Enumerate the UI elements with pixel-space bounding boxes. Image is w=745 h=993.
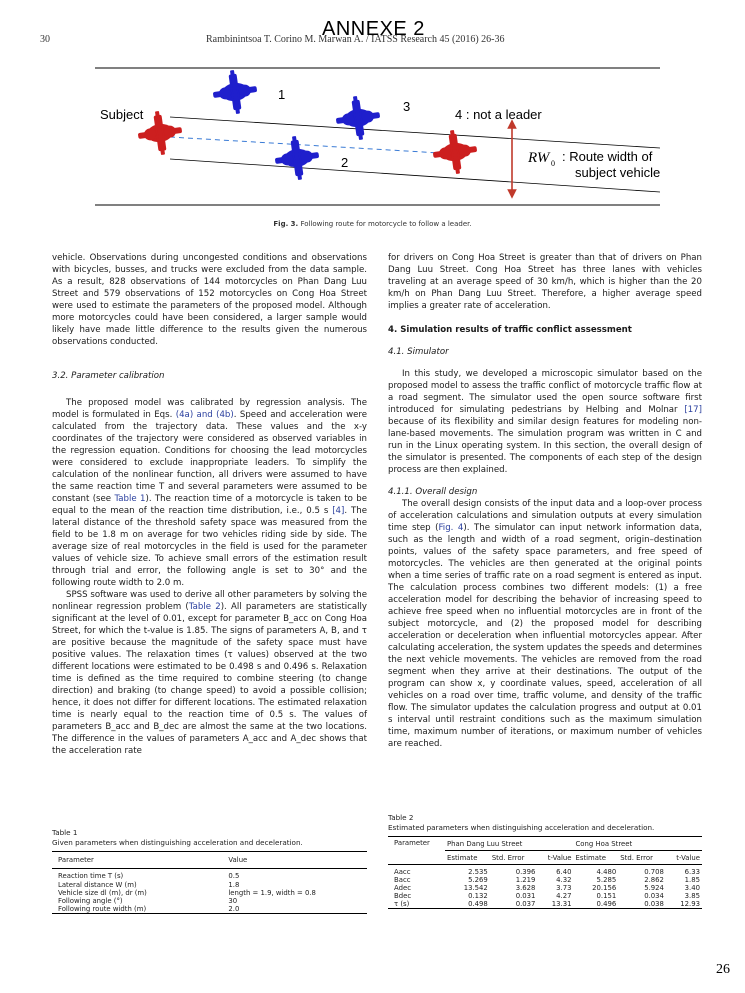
label-route-width-2: subject vehicle (575, 165, 661, 180)
table-2-label: Table 2 (388, 813, 414, 822)
table-cell-value: 0.038 (644, 900, 664, 908)
simulator-paragraph: In this study, we developed a microscopic simulator based on the proposed model to assess the traffic conflict of motorcycle traffic flow at a road segment. The simulator used the open source software first introduced for simulating pedestrians by Helbing and Molnar [17] because of its flexibility and similar design features for modeling non-lane-based movements. The simulation program was written in C and run in the Linux operating system. In this section, the overall design of the simulator is presented. The components of each step of the design process are then explained. (388, 369, 702, 475)
table-row (52, 881, 367, 889)
label-route-width-1: : Route width of (562, 149, 653, 164)
table-cell-parameter: Vehicle size dl (m), dr (m) (58, 888, 147, 897)
table-row (388, 884, 702, 892)
figure-caption-label: Fig. 3. (273, 220, 299, 228)
table-2-subheader: t-Value (547, 853, 572, 862)
table-cell-value: 0.031 (515, 892, 536, 900)
table-cell-value: 6.40 (556, 868, 572, 876)
table-cell-value: 3.85 (684, 892, 700, 900)
label-2: 2 (341, 155, 349, 170)
table-2-header: Parameter (394, 839, 430, 847)
table-cell-value: 1.219 (515, 876, 536, 884)
table-cell-value: 4.32 (556, 876, 572, 884)
link-table-2[interactable]: Table 2 (188, 602, 221, 612)
table-row (52, 897, 367, 905)
table-cell-value: 0.037 (515, 900, 536, 908)
figure-3 (0, 0, 745, 240)
table-cell-value: 13.542 (463, 884, 488, 892)
table-2-group-header: Cong Hoa Street (574, 837, 703, 851)
table-2-subheader: Estimate (447, 853, 478, 862)
left-intro-paragraph: vehicle. Observations during uncongested conditions and observations with bicycles, busses, and trucks were excluded from the data sample. As a result, 828 observations of 144 motorcycles on Phan Dang Luu Street and 579 observations of 152 motorcycles on Cong Hoa Street were used to estimate the parameters of the proposed model. Although more motorcycles could have been considered, a larger sample would likely have made little difference to the results given the numerous observations conducted. (52, 253, 367, 347)
link-table-1[interactable]: Table 1 (114, 494, 146, 504)
table-row (388, 892, 702, 900)
route-line-upper (170, 117, 660, 148)
table-cell-value: 0.496 (596, 900, 617, 908)
label-rw-symbol: RW (528, 150, 550, 166)
table-1 (52, 851, 367, 914)
table-cell-value: 2.0 (228, 904, 240, 913)
table-cell-value: 1.85 (684, 876, 700, 884)
table-cell-value: 4.27 (556, 892, 572, 900)
table-row (52, 889, 367, 897)
table-cell-parameter: τ (s) (394, 900, 410, 908)
table-2-group-header: Phan Dang Luu Street (445, 837, 573, 851)
table-row (388, 900, 702, 909)
motorcycle-leader-2 (272, 133, 322, 183)
table-cell-value: 13.31 (551, 900, 572, 908)
table-cell-value: 2.535 (468, 868, 488, 876)
table-cell-parameter: Bacc (394, 876, 411, 884)
table-cell-value: 0.034 (644, 892, 664, 900)
motorcycle-leader-1 (210, 67, 260, 117)
table-cell-value: 1.8 (228, 880, 240, 889)
calibration-paragraph-2: SPSS software was used to derive all other parameters by solving the nonlinear regression problem (Table 2). All parameters are statistically significant at the level of 0.01, except for parameter B_acc on Cong Hoa Street, for which the t-value is 1.85. The signs of parameters A, B, and τ are positive because the magnitude of the safety space must have positive values. The relaxation times (τ values) observed at the two different locations were estimated to be 0.498 s and 0.496 s. Relaxation time is defined as the time required to combine steering (to change direction) and braking (to change speed) to avoid a possible collision; hence, it does not differ for different locations. The estimated relaxation time is nearly equal to the reaction time of 0.5 s. The values of parameters B_acc and B_dec are almost the same at the two locations. The difference in the values of parameters A_acc and A_dec shows that the acceleration rate (52, 590, 367, 756)
table-cell-value: 0.396 (515, 868, 536, 876)
page-number-bottom: 26 (716, 962, 730, 977)
table-cell-parameter: Bdec (394, 892, 412, 900)
table-1-header: Parameter (58, 856, 94, 864)
table-row (388, 865, 702, 877)
figure-caption-text: Following route for motorcycle to follow a leader. (300, 220, 472, 228)
label-rw-subscript: 0 (551, 159, 555, 168)
table-2-block (388, 813, 702, 909)
figure-caption (0, 220, 745, 228)
table-cell-parameter: Adec (394, 884, 411, 892)
label-subject: Subject (100, 107, 144, 122)
table-cell-value: 12.93 (680, 900, 700, 908)
table-cell-parameter: Following angle (°) (58, 896, 123, 905)
table-cell-value: 2.862 (644, 876, 664, 884)
table-cell-value: 0.708 (644, 868, 664, 876)
table-cell-parameter: Lateral distance W (m) (58, 880, 137, 889)
table-cell-value: length = 1.9, width = 0.8 (228, 888, 316, 897)
table-cell-parameter: Aacc (394, 868, 411, 876)
motorcycle-leader-3 (333, 93, 383, 143)
link-fig-4[interactable]: Fig. 4 (438, 523, 464, 533)
table-cell-value: 3.73 (556, 884, 572, 892)
table-row (52, 869, 367, 881)
calibration-paragraph-1: The proposed model was calibrated by regression analysis. The model is formulated in Eqs. (4a) and (4b). Speed and acceleration were calculated from the trajectory data. These values and the x-y coordinates of the trajectory were considered as observed variables in the regression equation. Conditions for choosing the lead motorcycles were considered to exclude inappropriate leaders. To simplify the calculation of the nonlinear function, all drivers were assumed to have the same reaction time T and several parameters were assumed to be constant (see Table 1). The reaction time of a motorcycle is taken to be equal to the mean of the reaction time distribution, i.e., 0.5 s [4]. The lateral distance of the threshold safety space was measured from the field to be 1.8 m on average for two vehicles riding side by side. The average size of real motorcycles in the field is used for the parameter values of vehicle size. To achieve small errors of the estimation result through trial and error, the following angle is set to 30° and the following route width to 2.0 m. (52, 398, 368, 588)
table-cell-value: 0.151 (596, 892, 617, 900)
table-cell-value: 5.924 (644, 884, 664, 892)
table-cell-value: 5.285 (596, 876, 617, 884)
table-1-caption: Given parameters when distinguishing acceleration and deceleration. (52, 838, 303, 847)
section-heading-4: 4. Simulation results of traffic conflict assessment (388, 325, 632, 335)
left-column (52, 252, 367, 757)
table-2-subheader: Std. Error (491, 853, 525, 862)
table-cell-value: 6.33 (684, 868, 700, 876)
link-ref-4[interactable]: [4] (332, 506, 345, 516)
table-cell-value: 4.480 (596, 868, 617, 876)
table-row (52, 905, 367, 914)
table-1-label: Table 1 (52, 828, 78, 837)
subsection-heading-4-1-1: 4.1.1. Overall design (388, 487, 478, 497)
table-cell-parameter: Following route width (m) (58, 904, 147, 913)
label-4-not-leader: 4 : not a leader (455, 107, 542, 122)
subsection-heading-4-1: 4.1. Simulator (388, 347, 449, 357)
table-cell-value: 0.498 (468, 900, 488, 908)
right-intro-paragraph: for drivers on Cong Hoa Street is greater than that of drivers on Phan Dang Luu Street. Cong Hoa Street has three lanes with vehicles traveling at an average speed of 30 km/h, which is higher than the 20 km/h on Phan Dang Luu Street. Therefore, a higher average speed implies a greater rate of acceleration. (388, 253, 702, 311)
page-number-top: 30 (40, 34, 50, 45)
table-2-subheader: t-Value (676, 853, 700, 862)
table-2-caption: Estimated parameters when distinguishing acceleration and deceleration. (388, 823, 655, 832)
table-cell-value: 0.132 (468, 892, 488, 900)
link-ref-17[interactable]: [17] (684, 405, 702, 415)
table-cell-value: 30 (228, 896, 238, 905)
table-1-block (52, 828, 367, 914)
right-column (388, 252, 702, 750)
label-1: 1 (278, 87, 286, 102)
annex-label: ANNEXE 2 (322, 18, 425, 40)
table-2 (388, 836, 702, 909)
section-heading-3-2: 3.2. Parameter calibration (52, 371, 165, 381)
table-cell-value: 0.5 (228, 872, 240, 881)
table-cell-value: 5.269 (468, 876, 488, 884)
label-3: 3 (403, 99, 411, 114)
table-1-header: Value (228, 856, 248, 864)
table-cell-parameter: Reaction time T (s) (58, 872, 124, 881)
table-2-subheader: Estimate (575, 853, 606, 862)
link-eq-4a-4b[interactable]: (4a) and (4b) (175, 410, 234, 420)
table-row (388, 876, 702, 884)
table-cell-value: 3.40 (684, 884, 700, 892)
running-title: Rambinintsoa T. Corino M. Marwan A. / IATSS Research 45 (2016) 26-36 (206, 34, 505, 45)
overall-design-paragraph: The overall design consists of the input data and a loop-over process of acceleration calculations and simulation outputs at every simulation time step (Fig. 4). The simulator can input network information data, such as the length and width of a road segment, origin–destination points, values of the safety space parameters, and free speed of motorcycles. The vehicles are then generated at the original points when a time series of traffic rate on a road segment is entered as input. The calculation process combines two different models: (1) a free acceleration model for describing the behavior of increasing speed to achieve free speed when no influential motorcycles are in front of the subject motorcycle, and (2) the proposed model for describing acceleration or deceleration when influential motorcycles appear. After calculating acceleration, the system updates the speeds and determines the next vehicle movements. The vehicles are removed from the road segment when they arrive at their destinations. The output of the program can show x, y coordinate values, speed, acceleration of all vehicles on a road over time, traffic volume, and density of the traffic flow. The simulator updates the calculation progress and output at 0.01 s interval until restraint conditions such as the maximum simulation time, maximum number of iterations, or maximum number of vehicles are reached. (388, 499, 702, 749)
table-2-subheader: Std. Error (620, 853, 653, 862)
table-cell-value: 3.628 (515, 884, 536, 892)
motorcycle-not-leader-4 (430, 127, 480, 177)
table-cell-value: 20.156 (592, 884, 617, 892)
